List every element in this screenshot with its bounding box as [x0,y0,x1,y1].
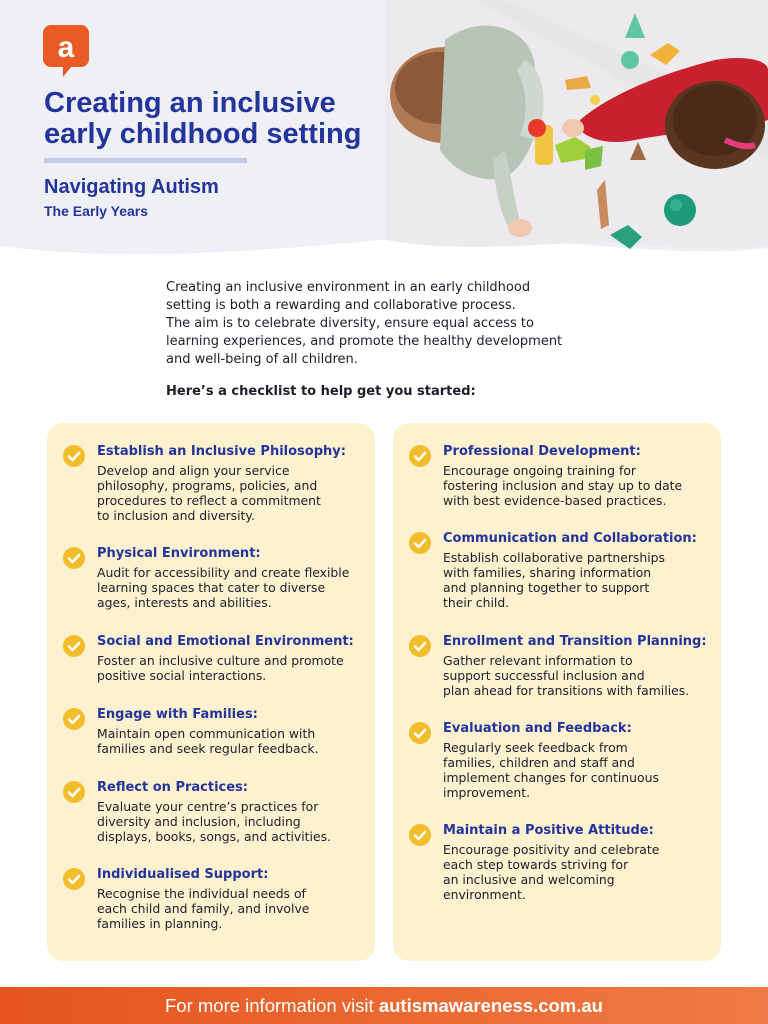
item-description: Evaluate your centre’s practices for diversity and inclusion, including displays, books, songs, and activities. [97,799,332,844]
checklist-lead: Here’s a checklist to help get you started: [166,384,476,399]
autism-awareness-logo[interactable] [43,25,89,77]
footer-prefix: For more information visit [164,995,379,1016]
check-circle-icon [63,708,85,730]
item-title: Maintain a Positive Attitude: [443,823,654,838]
check-circle-icon [409,722,431,744]
check-circle-icon [409,532,431,554]
title-line-1: Creating an inclusive [44,87,336,119]
item-title: Establish an Inclusive Philosophy: [97,444,346,459]
item-description: Establish collaborative partnerships with families, sharing information and planning together to support their child. [443,550,665,610]
check-circle-icon [63,547,85,569]
check-circle-icon [63,445,85,467]
item-description: Encourage ongoing training for fostering inclusion and stay up to date with best evidence-based practices. [443,463,683,508]
subtitle-secondary: The Early Years [44,203,149,219]
intro-line: Creating an inclusive environment in an early childhood [166,280,531,295]
item-description: Recognise the individual needs of each child and family, and involve families in planning. [97,886,310,931]
checklist-card-right [393,423,721,961]
children-playing-photo [385,0,768,255]
checklist-card-left [47,423,375,961]
item-description: Encourage positivity and celebrate each step towards striving for an inclusive and welcoming environment. [443,842,660,902]
check-circle-icon [63,635,85,657]
item-title: Reflect on Practices: [97,780,248,795]
check-circle-icon [409,635,431,657]
item-description: Gather relevant information to support successful inclusion and plan ahead for transitions with families. [443,653,690,698]
item-description: Develop and align your service philosophy, programs, policies, and procedures to reflect a commitment to inclusion and diversity. [97,463,321,523]
item-title: Professional Development: [443,444,641,459]
intro-line: The aim is to celebrate diversity, ensure equal access to [166,316,534,331]
website-link[interactable]: autismawareness.com.au [378,995,603,1016]
page-title [44,88,424,150]
item-description: Foster an inclusive culture and promote positive social interactions. [97,653,344,683]
item-title: Evaluation and Feedback: [443,721,632,736]
item-title: Engage with Families: [97,707,258,722]
intro-line: setting is both a rewarding and collaborative process. [166,298,516,313]
footer-banner [0,987,768,1024]
title-line-2: early childhood setting [44,118,362,150]
item-title: Social and Emotional Environment: [97,634,354,649]
item-title: Physical Environment: [97,546,261,561]
svg-text:a: a [57,31,75,64]
check-circle-icon [409,445,431,467]
item-title: Enrollment and Transition Planning: [443,634,707,649]
item-description: Maintain open communication with families and seek regular feedback. [97,726,319,756]
check-circle-icon [409,824,431,846]
check-circle-icon [63,868,85,890]
intro-line: and well-being of all children. [166,352,358,367]
item-title: Communication and Collaboration: [443,531,697,546]
footer-text [165,995,603,1016]
intro-line: learning experiences, and promote the healthy development [166,334,563,349]
check-circle-icon [63,781,85,803]
item-description: Regularly seek feedback from families, children and staff and implement changes for continuous improvement. [443,740,659,800]
subtitle: Navigating Autism [44,176,219,198]
item-title: Individualised Support: [97,867,269,882]
intro-paragraph [166,279,606,369]
title-underline [44,158,247,163]
item-description: Audit for accessibility and create flexible learning spaces that cater to diverse ages, interests and abilities. [97,565,350,610]
